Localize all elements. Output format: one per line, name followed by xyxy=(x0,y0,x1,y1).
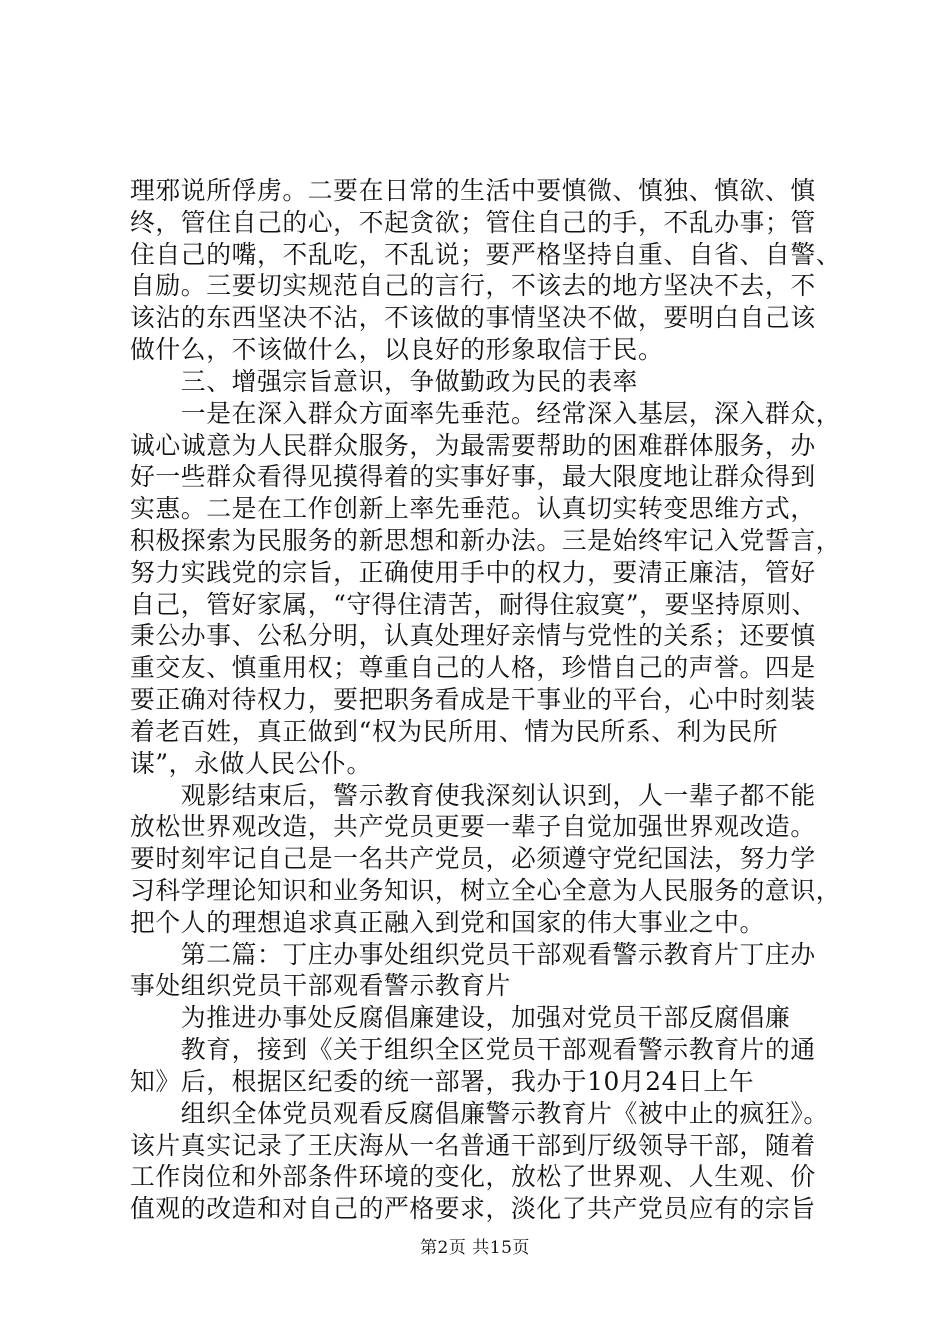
chapter-heading: 事处组织党员干部观看警示教育片 xyxy=(130,971,511,1001)
body-text-line: 该片真实记录了王庆海从一名普通干部到厅级领导干部，随着 xyxy=(130,1130,816,1160)
body-text-line: 自励。三要切实规范自己的言行，不该去的地方坚决不去，不 xyxy=(130,271,816,301)
body-text-line: 观影结束后，警示教育使我深刻认识到，人一辈子都不能 xyxy=(130,780,816,810)
body-text-line: 放松世界观改造，共产党员更要一辈子自觉加强世界观改造。 xyxy=(130,812,816,842)
section-heading: 三、增强宗旨意识，争做勤政为民的表率 xyxy=(130,366,638,396)
body-text-line: 要正确对待权力，要把职务看成是干事业的平台，心中时刻装 xyxy=(130,685,816,715)
body-text-line: 自己，管好家属，“守得住清苦，耐得住寂寞”，要坚持原则、 xyxy=(130,589,817,619)
body-text-line: 为推进办事处反腐倡廉建设，加强对党员干部反腐倡廉 xyxy=(130,1003,791,1033)
body-text-line: 习科学理论知识和业务知识，树立全心全意为人民服务的意识， xyxy=(130,876,842,905)
body-text-line: 一是在深入群众方面率先垂范。经常深入基层，深入群众， xyxy=(130,398,842,428)
body-text-line: 住自己的嘴，不乱吃，不乱说；要严格坚持自重、自省、自警、 xyxy=(130,239,842,269)
page-number-footer: 第2页 共15页 xyxy=(420,1238,530,1258)
body-text-line: 积极探索为民服务的新思想和新办法。三是始终牢记入党誓言， xyxy=(130,526,842,555)
body-text-line: 好一些群众看得见摸得着的实事好事，最大限度地让群众得到 xyxy=(130,462,816,492)
body-text-line: 着老百姓，真正做到“权为民所用、情为民所系、利为民所 xyxy=(130,716,779,746)
body-text-line: 实惠。二是在工作创新上率先垂范。认真切实转变思维方式， xyxy=(130,494,816,524)
body-text-line: 要时刻牢记自己是一名共产党员，必须遵守党纪国法，努力学 xyxy=(130,844,816,874)
body-text-line: 工作岗位和外部条件环境的变化，放松了世界观、人生观、价 xyxy=(130,1162,816,1192)
body-text-line: 做什么，不该做什么，以良好的形象取信于民。 xyxy=(130,335,664,365)
body-text-line: 秉公办事、公私分明，认真处理好亲情与党性的关系；还要慎 xyxy=(130,621,816,651)
body-text-line: 把个人的理想追求真正融入到党和国家的伟大事业之中。 xyxy=(130,907,765,937)
body-text-line: 谋”，永做人民公仆。 xyxy=(130,748,372,778)
body-text-line: 理邪说所俘虏。二要在日常的生活中要慎微、慎独、慎欲、慎 xyxy=(130,176,816,205)
body-text-line: 努力实践党的宗旨，正确使用手中的权力，要清正廉洁，管好 xyxy=(130,557,816,587)
body-text-line: 终，管住自己的心，不起贪欲；管住自己的手，不乱办事；管 xyxy=(130,207,816,237)
body-text-line: 教育，接到《关于组织全区党员干部观看警示教育片的通 xyxy=(130,1035,816,1065)
body-text-line: 该沾的东西坚决不沾，不该做的事情坚决不做，要明白自己该 xyxy=(130,303,816,333)
body-text-line: 诚心诚意为人民群众服务，为最需要帮助的困难群体服务，办 xyxy=(130,430,816,460)
body-text-line: 知》后，根据区纪委的统一部署，我办于10月24日上午 xyxy=(130,1066,755,1096)
body-text-line: 值观的改造和对自己的严格要求，淡化了共产党员应有的宗旨 xyxy=(130,1194,816,1224)
chapter-heading: 第二篇：丁庄办事处组织党员干部观看警示教育片丁庄办 xyxy=(130,939,816,969)
body-text-line: 重交友、慎重用权；尊重自己的人格，珍惜自己的声誉。四是 xyxy=(130,653,816,683)
body-text-line: 组织全体党员观看反腐倡廉警示教育片《被中止的疯狂》。 xyxy=(130,1098,829,1128)
